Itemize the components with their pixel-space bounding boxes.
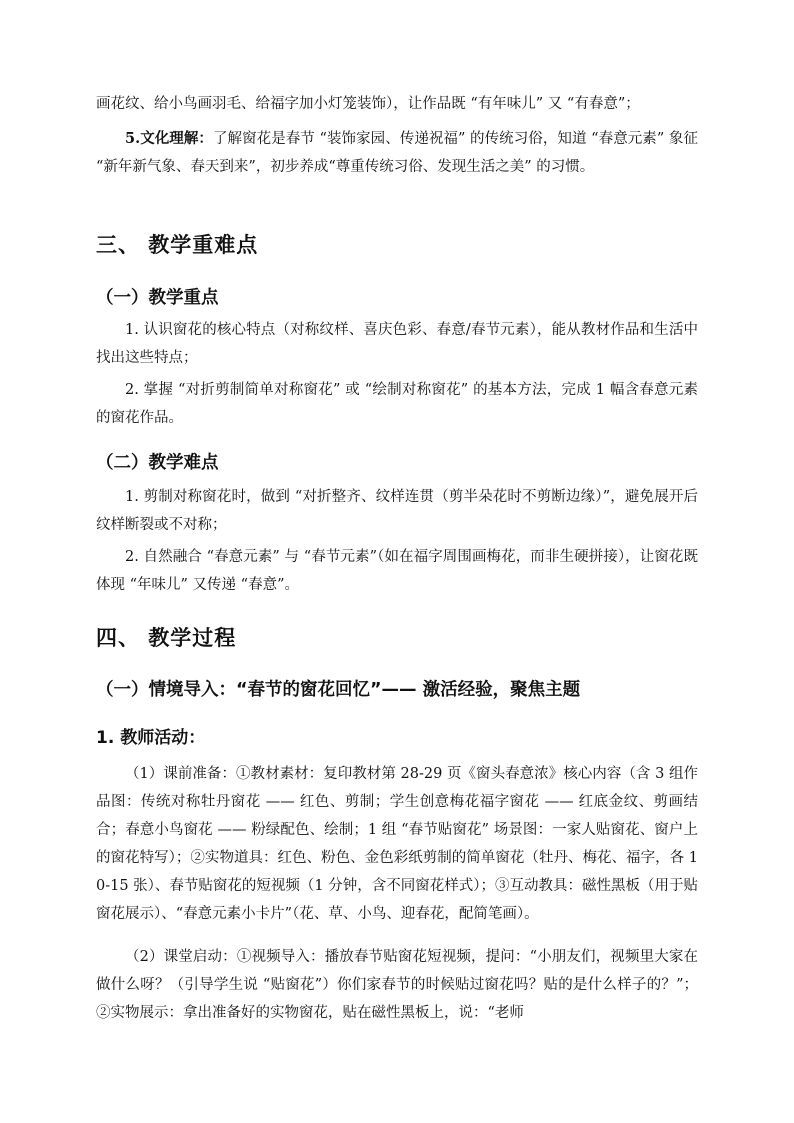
subheading-difficulties: （二）教学难点 [96,453,219,473]
section-heading-3: 三、 教学重难点 [96,233,259,257]
paragraph-continued: 画花纹、给小鸟画羽毛、给福字加小灯笼装饰），让作品既 “有年味儿” 又 “有春意”； [96,96,640,112]
subheading-key-points: （一）教学重点 [96,288,219,308]
difficulty-2: 2. 自然融合 “春意元素” 与 “春节元素”（如在福字周围画梅花，而非生硬拼接），让窗花既体现 “年味儿” 又传递 “春意”。 [96,549,698,593]
class-start: （2）课堂启动：①视频导入：播放春节贴窗花短视频，提问：“小朋友们，视频里大家在做什么呀？（引导学生说 “贴窗花”）你们家春节的时候贴过窗花吗？贴的是什么样子的？”；②实物展示：拿出准备好的实物窗花，贴在磁性黑板上，说：“老师 [96,949,698,1021]
teacher-activity-heading: 1. 教师活动： [96,728,206,748]
subheading-situation-intro: （一）情境导入：“春节的窗花回忆”—— 激活经验，聚焦主题 [96,680,581,700]
key-point-1: 1. 认识窗花的核心特点（对称纹样、喜庆色彩、春意/春节元素），能从教材作品和生活中找出这些特点； [96,322,698,366]
section-heading-4: 四、 教学过程 [96,626,237,650]
difficulty-1: 1. 剪制对称窗花时，做到 “对折整齐、纹样连贯（剪半朵花时不剪断边缘）”，避免展开后纹样断裂或不对称； [96,489,698,533]
key-point-2: 2. 掌握 “对折剪制简单对称窗花” 或 “绘制对称窗花” 的基本方法，完成 1 幅含春意元素的窗花作品。 [96,382,698,426]
pre-class-preparation: （1）课前准备：①教材素材：复印教材第 28-29 页《窗头春意浓》核心内容（含 3 组作品图：传统对称牡丹窗花 —— 红色、剪制；学生创意梅花福字窗花 —— 红底金纹、剪画结合；春意小鸟窗花 —— 粉绿配色、绘制；1 组 “春节贴窗花” 场景图：一家人贴窗花、窗户上的窗花特写）；②实物道具：红色、粉色、金色彩纸剪制的简单窗花（牡丹、梅花、福字，各 10-15 张）、春节贴窗花的短视频（1 分钟，含不同窗花样式）；③互动教具：磁性黑板（用于贴窗花展示）、“春意元素小卡片”（花、草、小鸟、迎春花，配简笔画）。 [96,766,699,922]
item-label: 5.文化理解： [125,130,213,147]
item-text: 了解窗花是春节 “装饰家园、传递祝福” 的传统习俗，知道 “春意元素” 象征 “新年新气象、春天到来”，初步养成“尊重传统习俗、发现生活之美” 的习惯。 [96,131,698,175]
paragraph-culture-understanding [96,125,698,181]
